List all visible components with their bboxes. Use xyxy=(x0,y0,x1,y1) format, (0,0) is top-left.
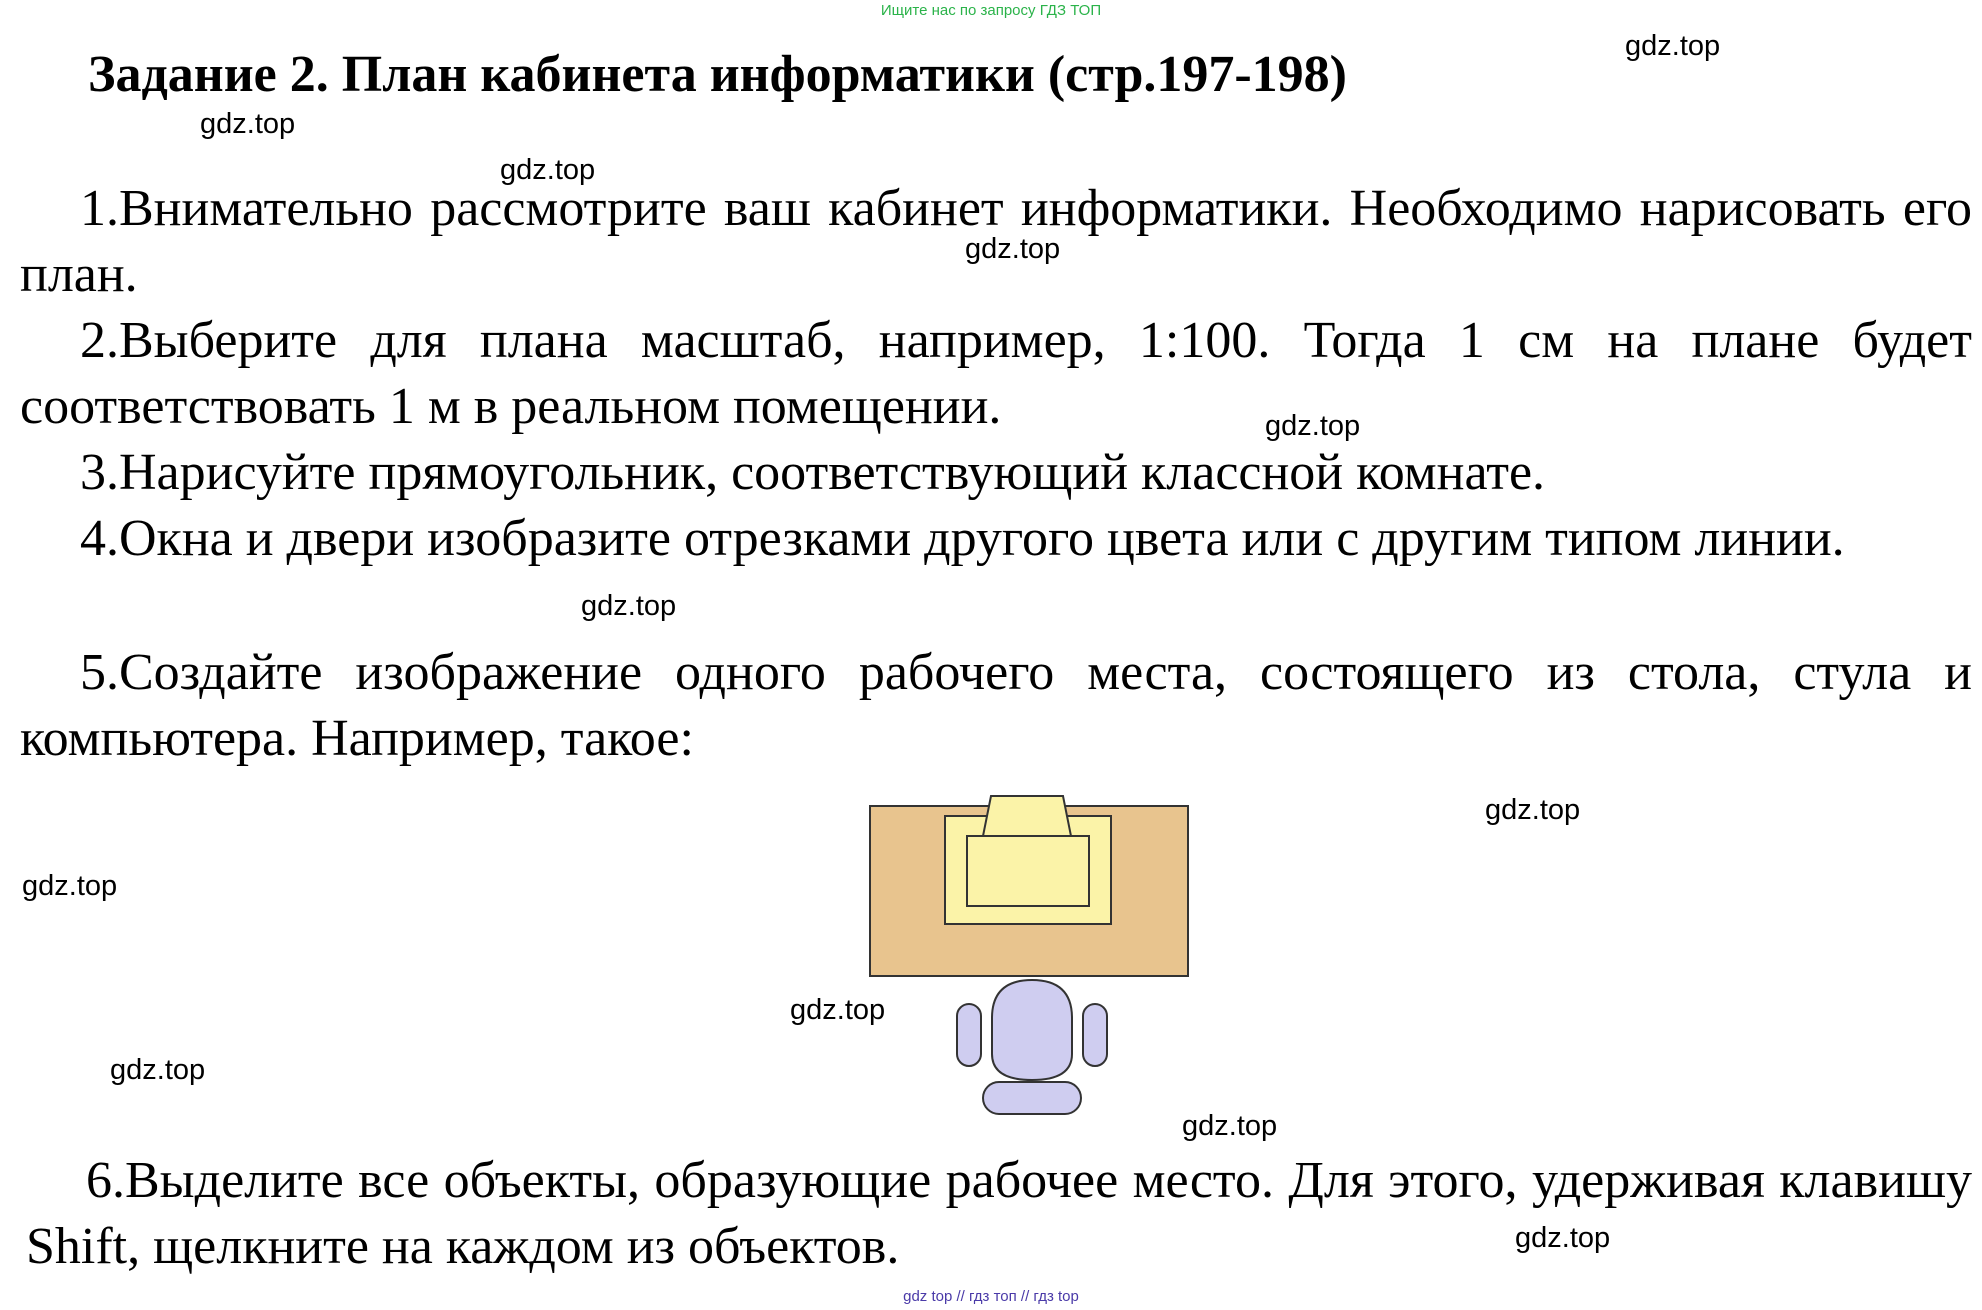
watermark: gdz.top xyxy=(110,1054,206,1086)
chair-seat xyxy=(992,980,1072,1080)
paragraph-4: 4.Окна и двери изобразите отрезками другого цвета или с другим типом линии. xyxy=(80,510,1845,567)
chair-left-armrest xyxy=(957,1004,981,1066)
paragraph-5: 5.Создайте изображение одного рабочего места, состоящего из стола, стула и компьютера. Например, такое: xyxy=(20,644,1972,767)
watermark: gdz.top xyxy=(200,108,296,140)
watermark: gdz.top xyxy=(1182,1110,1278,1142)
paragraph-1: 1.Внимательно рассмотрите ваш кабинет информатики. Необходимо нарисовать его план. xyxy=(20,180,1972,303)
watermark: gdz.top xyxy=(790,994,886,1026)
monitor-screen xyxy=(967,836,1089,906)
watermark: gdz.top xyxy=(1515,1222,1611,1254)
watermark: gdz.top xyxy=(22,870,118,902)
watermark: gdz.top xyxy=(1265,410,1361,442)
workplace-figure xyxy=(845,778,1205,1128)
paragraph-3: 3.Нарисуйте прямоугольник, соответствующий классной комнате. xyxy=(80,444,1546,501)
watermark: gdz.top xyxy=(1485,794,1581,826)
paragraph-2: 2.Выберите для плана масштаб, например, 1:100. Тогда 1 см на плане будет соответствовать 1 м в реальном помещении. xyxy=(20,312,1972,435)
footer-banner: gdz top // гдз топ // гдз top xyxy=(903,1288,1079,1305)
watermark: gdz.top xyxy=(581,590,677,622)
watermark: gdz.top xyxy=(1625,30,1721,62)
watermark: gdz.top xyxy=(500,154,596,186)
chair-right-armrest xyxy=(1083,1004,1107,1066)
chair-base xyxy=(983,1082,1081,1114)
paragraph-6: 6.Выделите все объекты, образующие рабочее место. Для этого, удерживая клавишу Shift, щелкните на каждом из объектов. xyxy=(26,1152,1972,1275)
page-title: Задание 2. План кабинета информатики (стр.197-198) xyxy=(88,46,1347,103)
top-banner: Ищите нас по запросу ГДЗ ТОП xyxy=(880,2,1102,19)
monitor-top xyxy=(983,796,1071,836)
watermark: gdz.top xyxy=(965,233,1061,265)
